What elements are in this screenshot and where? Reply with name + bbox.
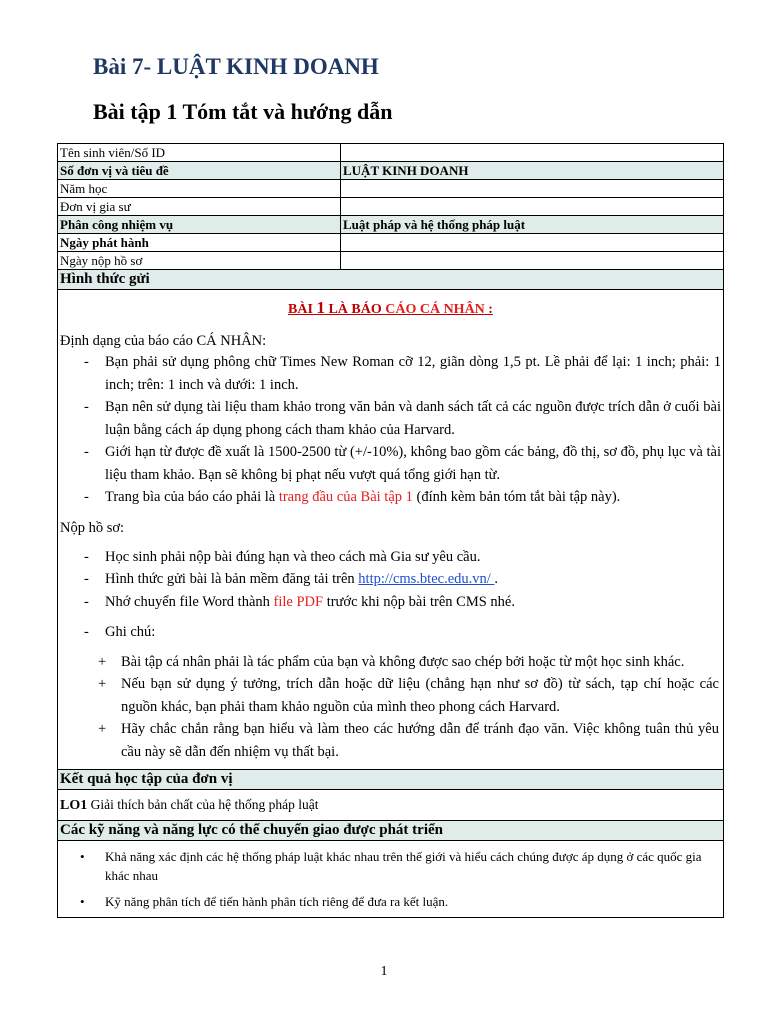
format-intro: Định dạng của báo cáo CÁ NHÂN: <box>60 333 267 349</box>
submit-item-text: Nhớ chuyển file Word thành <box>105 593 274 610</box>
bullet-marker: • <box>80 849 85 864</box>
submit-item-text: Học sinh phải nộp bài đúng hạn và theo cách mà Gia sư yêu cầu. <box>105 548 481 565</box>
info-label: Phân công nhiệm vụ <box>58 216 341 234</box>
info-value <box>341 234 724 252</box>
submit-item <box>60 568 721 591</box>
info-label: Đơn vị gia sư <box>58 198 341 216</box>
info-value: Luật pháp và hệ thống pháp luật <box>341 216 724 234</box>
info-label: Ngày nộp hồ sơ <box>58 252 341 270</box>
dash-marker: - <box>84 593 89 610</box>
skill-item <box>62 892 719 911</box>
submit-item-text-after: trước khi nộp bài trên CMS nhé. <box>323 593 515 610</box>
dash-marker: - <box>84 399 89 415</box>
info-value <box>341 198 724 216</box>
format-item-text: Bạn phải sử dụng phông chữ Times New Roman cỡ 12, giãn dòng 1,5 pt. Lề phải để lại: 1 inch; phải: 1 inch; trên: 1 inch và dưới: 1 inch. <box>105 354 721 393</box>
info-label: Tên sinh viên/Số ID <box>58 144 341 162</box>
format-item-cover <box>60 486 721 509</box>
lo-text: Giải thích bản chất của hệ thống pháp luật <box>87 797 319 812</box>
note-item-text: Hãy chắc chắn rằng bạn hiểu và làm theo các hướng dẫn để tránh đạo văn. Việc không tuân thủ yêu cầu này sẽ dẫn đến nhiệm vụ thất bại. <box>121 721 719 760</box>
submit-item <box>60 546 721 569</box>
info-row <box>58 144 723 162</box>
info-value <box>341 180 724 198</box>
format-item-text: Bạn nên sử dụng tài liệu tham khảo trong văn bản và danh sách tất cả các nguồn được trích dẫn ở cuối bài luận bằng cách áp dụng phong cách tham khảo của Harvard. <box>105 399 721 438</box>
info-label: Năm học <box>58 180 341 198</box>
cover-text-after: (đính kèm bản tóm tắt bài tập này). <box>412 489 621 505</box>
format-item <box>60 441 721 486</box>
pdf-highlight: file PDF <box>273 593 324 610</box>
submit-intro: Nộp hồ sơ: <box>60 519 125 536</box>
note-item-text: Bài tập cá nhân phải là tác phẩm của bạn và không được sao chép bởi hoặc từ một học sinh khác. <box>121 653 685 670</box>
dash-marker: - <box>84 354 89 370</box>
submit-item <box>60 591 721 614</box>
skill-item-text: Kỹ năng phân tích để tiến hành phân tích riêng để đưa ra kết luận. <box>105 894 449 909</box>
plus-marker: + <box>98 653 107 670</box>
submit-item-text-after: . <box>494 571 499 587</box>
note-item <box>60 673 721 718</box>
skills-section-header: Các kỹ năng và năng lực có thể chuyển giao được phát triển <box>58 821 723 841</box>
report-title-highlight: CÁO CÁ NHÂN <box>385 302 485 317</box>
info-value <box>341 252 724 270</box>
plus-marker: + <box>98 676 107 692</box>
note-item <box>60 651 721 674</box>
info-label: Số đơn vị và tiêu đề <box>58 162 341 180</box>
lo-code: LO1 <box>60 798 88 813</box>
report-title-prefix: BÀI <box>288 302 317 317</box>
dash-marker: - <box>84 624 89 640</box>
note-item <box>60 718 721 763</box>
cover-text: Trang bìa của báo cáo phải là <box>105 489 279 505</box>
format-item <box>60 396 721 441</box>
skills-list <box>58 841 723 917</box>
dash-marker: - <box>84 444 89 460</box>
learning-outcome <box>58 790 723 821</box>
skill-item <box>62 847 719 885</box>
info-table <box>58 144 723 270</box>
notes-label <box>60 621 721 644</box>
assignment-brief-table <box>57 143 724 918</box>
format-item-text: Giới hạn từ được đề xuất là 1500-2500 từ (+/-10%), không bao gồm các bảng, đồ thị, sơ đồ, phụ lục và tài liệu tham khảo. Bạn sẽ không bị phạt nếu vượt quá tổng giới hạn từ. <box>105 444 721 483</box>
info-value: LUẬT KINH DOANH <box>341 162 724 180</box>
report-title-middle: LÀ BÁO <box>324 302 386 317</box>
skill-item-text: Khả năng xác định các hệ thống pháp luật khác nhau trên thế giới và hiểu cách chúng được áp dụng ở các quốc gia khác nhau <box>105 849 702 883</box>
bullet-marker: • <box>80 894 85 909</box>
cms-link[interactable]: http://cms.btec.edu.vn/ <box>358 571 495 587</box>
document-subheading: Bài tập 1 Tóm tắt và hướng dẫn <box>93 99 393 124</box>
info-label: Ngày phát hành <box>58 234 341 252</box>
info-row <box>58 234 723 252</box>
info-row <box>58 252 723 270</box>
document-heading: Bài 7- LUẬT KINH DOANH <box>93 54 379 79</box>
submission-section-header: Hình thức gửi <box>58 270 723 290</box>
dash-marker: - <box>84 548 89 565</box>
info-row <box>58 162 723 180</box>
page-number: 1 <box>380 964 388 979</box>
cover-highlight: trang đầu của Bài tập 1 <box>278 489 413 505</box>
dash-marker: - <box>84 571 89 587</box>
plus-marker: + <box>98 721 107 737</box>
submission-section-body <box>58 298 723 770</box>
info-row <box>58 216 723 234</box>
report-title-suffix: : <box>484 302 493 317</box>
note-item-text: Nếu bạn sử dụng ý tưởng, trích dẫn hoặc dữ liệu (chẳng hạn như sơ đồ) từ sách, tạp chí hoặc các nguồn khác, bạn phải tham khảo nguồn của mình theo phong cách Harvard. <box>121 676 719 715</box>
notes-label-text: Ghi chú: <box>105 624 156 640</box>
outcomes-section-header: Kết quả học tập của đơn vị <box>58 770 723 790</box>
format-item <box>60 351 721 396</box>
info-row <box>58 198 723 216</box>
info-value <box>341 144 724 162</box>
submit-item-text: Hình thức gửi bài là bản mềm đăng tải trên <box>105 571 359 587</box>
report-title-number: 1 <box>316 298 325 317</box>
report-type-title <box>60 298 721 320</box>
dash-marker: - <box>84 489 89 505</box>
info-row <box>58 180 723 198</box>
